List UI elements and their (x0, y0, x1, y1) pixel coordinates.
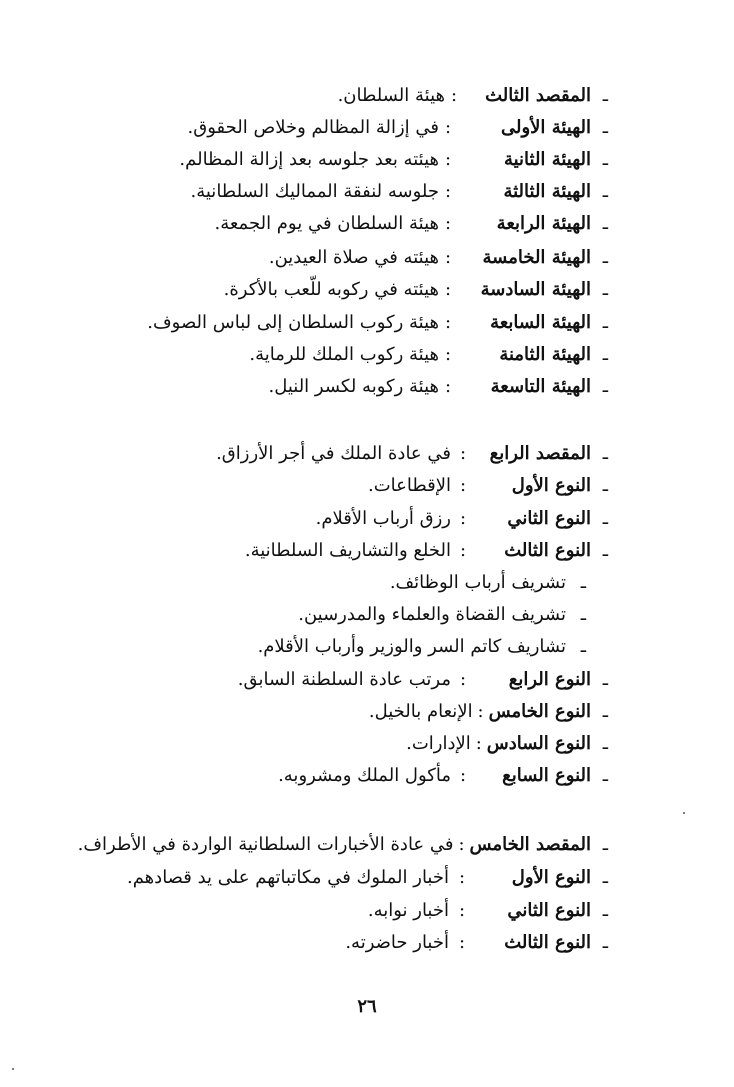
section-heading-5 (78, 831, 608, 859)
item-label: الهيئة الثانية (503, 149, 591, 170)
item-text: الإدارات. (406, 733, 471, 754)
list-item (368, 897, 608, 925)
dash: ـ (602, 312, 608, 333)
colon: : (444, 312, 452, 333)
item-text: هيئته بعد جلوسه بعد إزالة المظالم. (179, 149, 439, 170)
list-item (316, 505, 608, 533)
dash: ـ (602, 344, 608, 365)
dash: ـ (602, 475, 608, 496)
item-text: هيئته في صلاة العيدين. (268, 247, 439, 268)
dash: ـ (602, 149, 608, 170)
heading-text: هيئة السلطان. (337, 85, 445, 106)
item-label: النوع الأول (511, 867, 591, 888)
dash: ـ (602, 181, 608, 202)
colon: : (477, 701, 484, 722)
dash: ـ (602, 117, 608, 138)
dash: ـ (602, 443, 608, 464)
list-item (278, 762, 608, 790)
heading-text: في عادة الملك في أجر الأرزاق. (216, 443, 451, 464)
list-item (345, 929, 608, 957)
item-text: هيئة السلطان في يوم الجمعة. (214, 213, 439, 234)
item-label: النوع الأول (511, 475, 591, 496)
dash: ـ (602, 540, 608, 561)
dash: ـ (602, 508, 608, 529)
section-heading-4 (216, 440, 608, 468)
item-label: الهيئة الخامسة (482, 247, 591, 268)
list-item (245, 537, 608, 565)
page-number: ٢٦ (357, 996, 377, 1017)
dash: ـ (602, 247, 608, 268)
dash: ـ (602, 765, 608, 786)
colon: : (459, 765, 467, 786)
dash: ـ (580, 604, 586, 625)
colon: : (458, 932, 466, 953)
item-label: النوع السادس (486, 733, 591, 754)
item-label: الهيئة السابعة (490, 312, 591, 333)
list-item (249, 341, 608, 369)
item-label: النوع الثالث (504, 932, 591, 953)
dash: ـ (602, 376, 608, 397)
colon: : (444, 279, 452, 300)
colon: : (450, 85, 458, 106)
sub-item-text: تشاريف كاتم السر والوزير وأرباب الأقلام. (257, 636, 566, 657)
colon: : (458, 900, 466, 921)
item-label: الهيئة التاسعة (490, 376, 591, 397)
item-text: في إزالة المظالم وخلاص الحقوق. (187, 117, 439, 138)
list-item (406, 730, 608, 758)
list-item (191, 178, 609, 206)
sub-item-text: تشريف القضاة والعلماء والمدرسين. (298, 604, 566, 625)
colon: : (475, 733, 482, 754)
section-heading-3 (338, 82, 608, 110)
item-label: النوع السابع (502, 765, 591, 786)
dash: ـ (602, 701, 608, 722)
colon: : (459, 443, 467, 464)
dash: ـ (580, 636, 586, 657)
colon: : (459, 475, 467, 496)
sub-list-item (258, 633, 586, 661)
item-text: جلوسه لنفقة المماليك السلطانية. (190, 181, 439, 202)
list-item (147, 309, 608, 337)
list-item (268, 373, 608, 401)
colon: : (444, 376, 452, 397)
colon: : (444, 247, 452, 268)
colon: : (459, 508, 467, 529)
dash: ـ (602, 900, 608, 921)
sub-list-item (390, 569, 586, 597)
sub-item-text: تشريف أرباب الوظائف. (389, 572, 566, 593)
colon: : (444, 149, 452, 170)
list-item (215, 210, 609, 238)
scan-speck (12, 1068, 14, 1070)
list-item (224, 276, 608, 304)
colon: : (444, 117, 452, 138)
dash: ـ (602, 834, 608, 855)
colon: : (444, 181, 452, 202)
item-label: النوع الثاني (507, 900, 591, 921)
item-text: رزق أرباب الأقلام. (315, 508, 451, 529)
item-label: النوع الثاني (507, 508, 591, 529)
item-text: الخلع والتشاريف السلطانية. (244, 540, 451, 561)
colon: : (459, 669, 467, 690)
item-label: الهيئة الثالثة (503, 181, 591, 202)
scan-speck (683, 812, 685, 814)
list-item (188, 114, 608, 142)
colon: : (458, 834, 465, 855)
item-text: أخبار الملوك في مكاتباتهم على يد قصادهم. (126, 867, 449, 888)
item-text: أخبار نوابه. (367, 900, 449, 921)
item-text: مرتب عادة السلطنة السابق. (237, 669, 451, 690)
dash: ـ (602, 733, 608, 754)
list-item (238, 666, 608, 694)
list-item (269, 244, 608, 272)
dash: ـ (580, 572, 586, 593)
item-label: النوع الرابع (508, 669, 591, 690)
list-item (179, 146, 608, 174)
list-item (369, 698, 608, 726)
list-item (127, 864, 608, 892)
item-label: الهيئة الثامنة (499, 344, 591, 365)
list-item (368, 472, 608, 500)
item-text: هيئته في ركوبه للّعب بالأكرة. (223, 279, 439, 300)
item-text: هيئة ركوب الملك للرماية. (249, 344, 439, 365)
item-label: النوع الثالث (504, 540, 591, 561)
dash: ـ (602, 213, 608, 234)
colon: : (444, 213, 452, 234)
item-text: أخبار حاضرته. (345, 932, 449, 953)
colon: : (458, 867, 466, 888)
sub-list-item (298, 601, 586, 629)
item-text: الإقطاعات. (367, 475, 451, 496)
colon: : (444, 344, 452, 365)
item-text: هيئة ركوبه لكسر النيل. (268, 376, 439, 397)
dash: ـ (602, 669, 608, 690)
heading-label: المقصد الثالث (485, 85, 591, 106)
dash: ـ (602, 867, 608, 888)
item-label: الهيئة الرابعة (496, 213, 591, 234)
dash: ـ (602, 85, 608, 106)
heading-label: المقصد الرابع (489, 443, 591, 464)
item-text: هيئة ركوب السلطان إلى لباس الصوف. (147, 312, 439, 333)
item-label: النوع الخامس (488, 701, 591, 722)
item-text: الإنعام بالخيل. (368, 701, 473, 722)
item-text: مأكول الملك ومشروبه. (278, 765, 451, 786)
item-label: الهيئة الأولى (500, 117, 591, 138)
colon: : (459, 540, 467, 561)
heading-label: المقصد الخامس (469, 834, 591, 855)
heading-text: في عادة الأخبارات السلطانية الواردة في الأطراف. (77, 834, 454, 855)
item-label: الهيئة السادسة (480, 279, 591, 300)
dash: ـ (602, 279, 608, 300)
dash: ـ (602, 932, 608, 953)
